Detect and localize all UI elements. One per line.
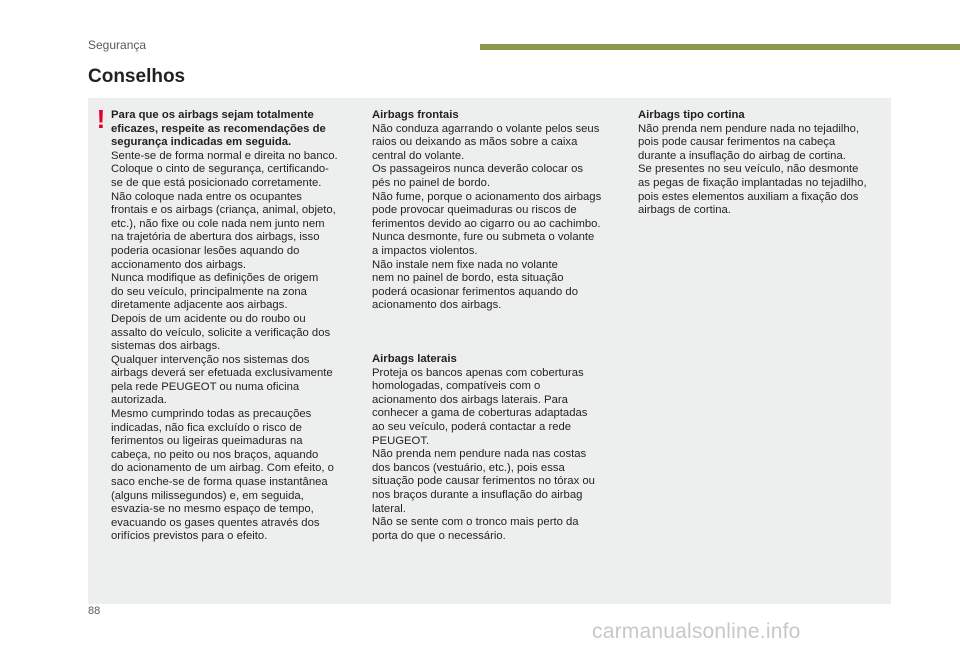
header-accent-bar <box>480 44 960 50</box>
exclamation-icon: ! <box>96 104 106 134</box>
general-advice-body: Sente-se de forma normal e direita no banco. Coloque o cinto de segurança, certificando- se de que está posicionado corretamente. Não coloque nada entre os ocupantes frontais e os airbags (criança, animal, objeto, etc.), não fixe ou cole nada nem junto nem na trajetória de abertura dos airbags, isso poderia ocasionar lesões aquando do accionamento dos airbags. Nunca modifique as definições de origem do seu veículo, principalmente na zona diretamente adjacente aos airbags. Depois de um acidente ou do roubo ou assalto do veículo, solicite a verificação dos sistemas dos airbags. Qualquer intervenção nos sistemas dos airbags deverá ser efetuada exclusivamente pela rede PEUGEOT ou numa oficina autorizada. Mesmo cumprindo todas as precauções indicadas, não fica excluído o risco de ferimentos ou ligeiras queimaduras na cabeça, no peito ou nos braços, aquando do acionamento de um airbag. Com efeito, o saco enche-se de forma quase instantânea (alguns milissegundos) e, em seguida, esvazia-se no mesmo espaço de tempo, evacuando os gases quentes através dos orifícios previstos para o efeito. <box>111 149 338 543</box>
front-airbags-body: Não conduza agarrando o volante pelos seus raios ou deixando as mãos sobre a caixa central do volante. Os passageiros nunca deverão colocar os pés no painel de bordo. Não fume, porque o acionamento dos airbags pode provocar queimaduras ou riscos de ferimentos devido ao cigarro ou ao cachimbo. Nunca desmonte, fure ou submeta o volante a impactos violentos. Não instale nem fixe nada no volante nem no painel de bordo, esta situação poderá ocasionar ferimentos aquando do acionamento dos airbags. <box>372 122 602 312</box>
curtain-airbags-heading: Airbags tipo cortina <box>638 109 745 121</box>
curtain-airbags-section <box>638 109 886 218</box>
watermark-text: carmanualsonline.info <box>592 620 801 643</box>
general-advice-column <box>111 109 357 544</box>
side-airbags-section <box>372 353 622 543</box>
front-airbags-section <box>372 109 622 313</box>
page-number: 88 <box>88 605 101 617</box>
side-airbags-heading: Airbags laterais <box>372 353 457 365</box>
section-label: Segurança <box>88 38 147 52</box>
side-airbags-body: Proteja os bancos apenas com coberturas homologadas, compatíveis com o acionamento dos airbags laterais. Para conhecer a gama de coberturas adaptadas ao seu veículo, poderá contactar a rede PEUGEOT. Não prenda nem pendure nada nas costas dos bancos (vestuário, etc.), pois essa situação pode causar ferimentos no tórax ou nos braços durante a insuflação do airbag lateral. Não se sente com o tronco mais perto da porta do que o necessário. <box>372 366 595 542</box>
front-airbags-heading: Airbags frontais <box>372 109 459 121</box>
page-title: Conselhos <box>88 66 186 87</box>
general-advice-intro: Para que os airbags sejam totalmente eficazes, respeite as recomendações de segurança indicadas em seguida. <box>111 109 326 149</box>
curtain-airbags-body: Não prenda nem pendure nada no tejadilho, pois pode causar ferimentos na cabeça durante a insuflação do airbag de cortina. Se presentes no seu veículo, não desmonte as pegas de fixação implantadas no tejadilho, pois estes elementos auxiliam a fixação dos airbags de cortina. <box>638 122 867 217</box>
